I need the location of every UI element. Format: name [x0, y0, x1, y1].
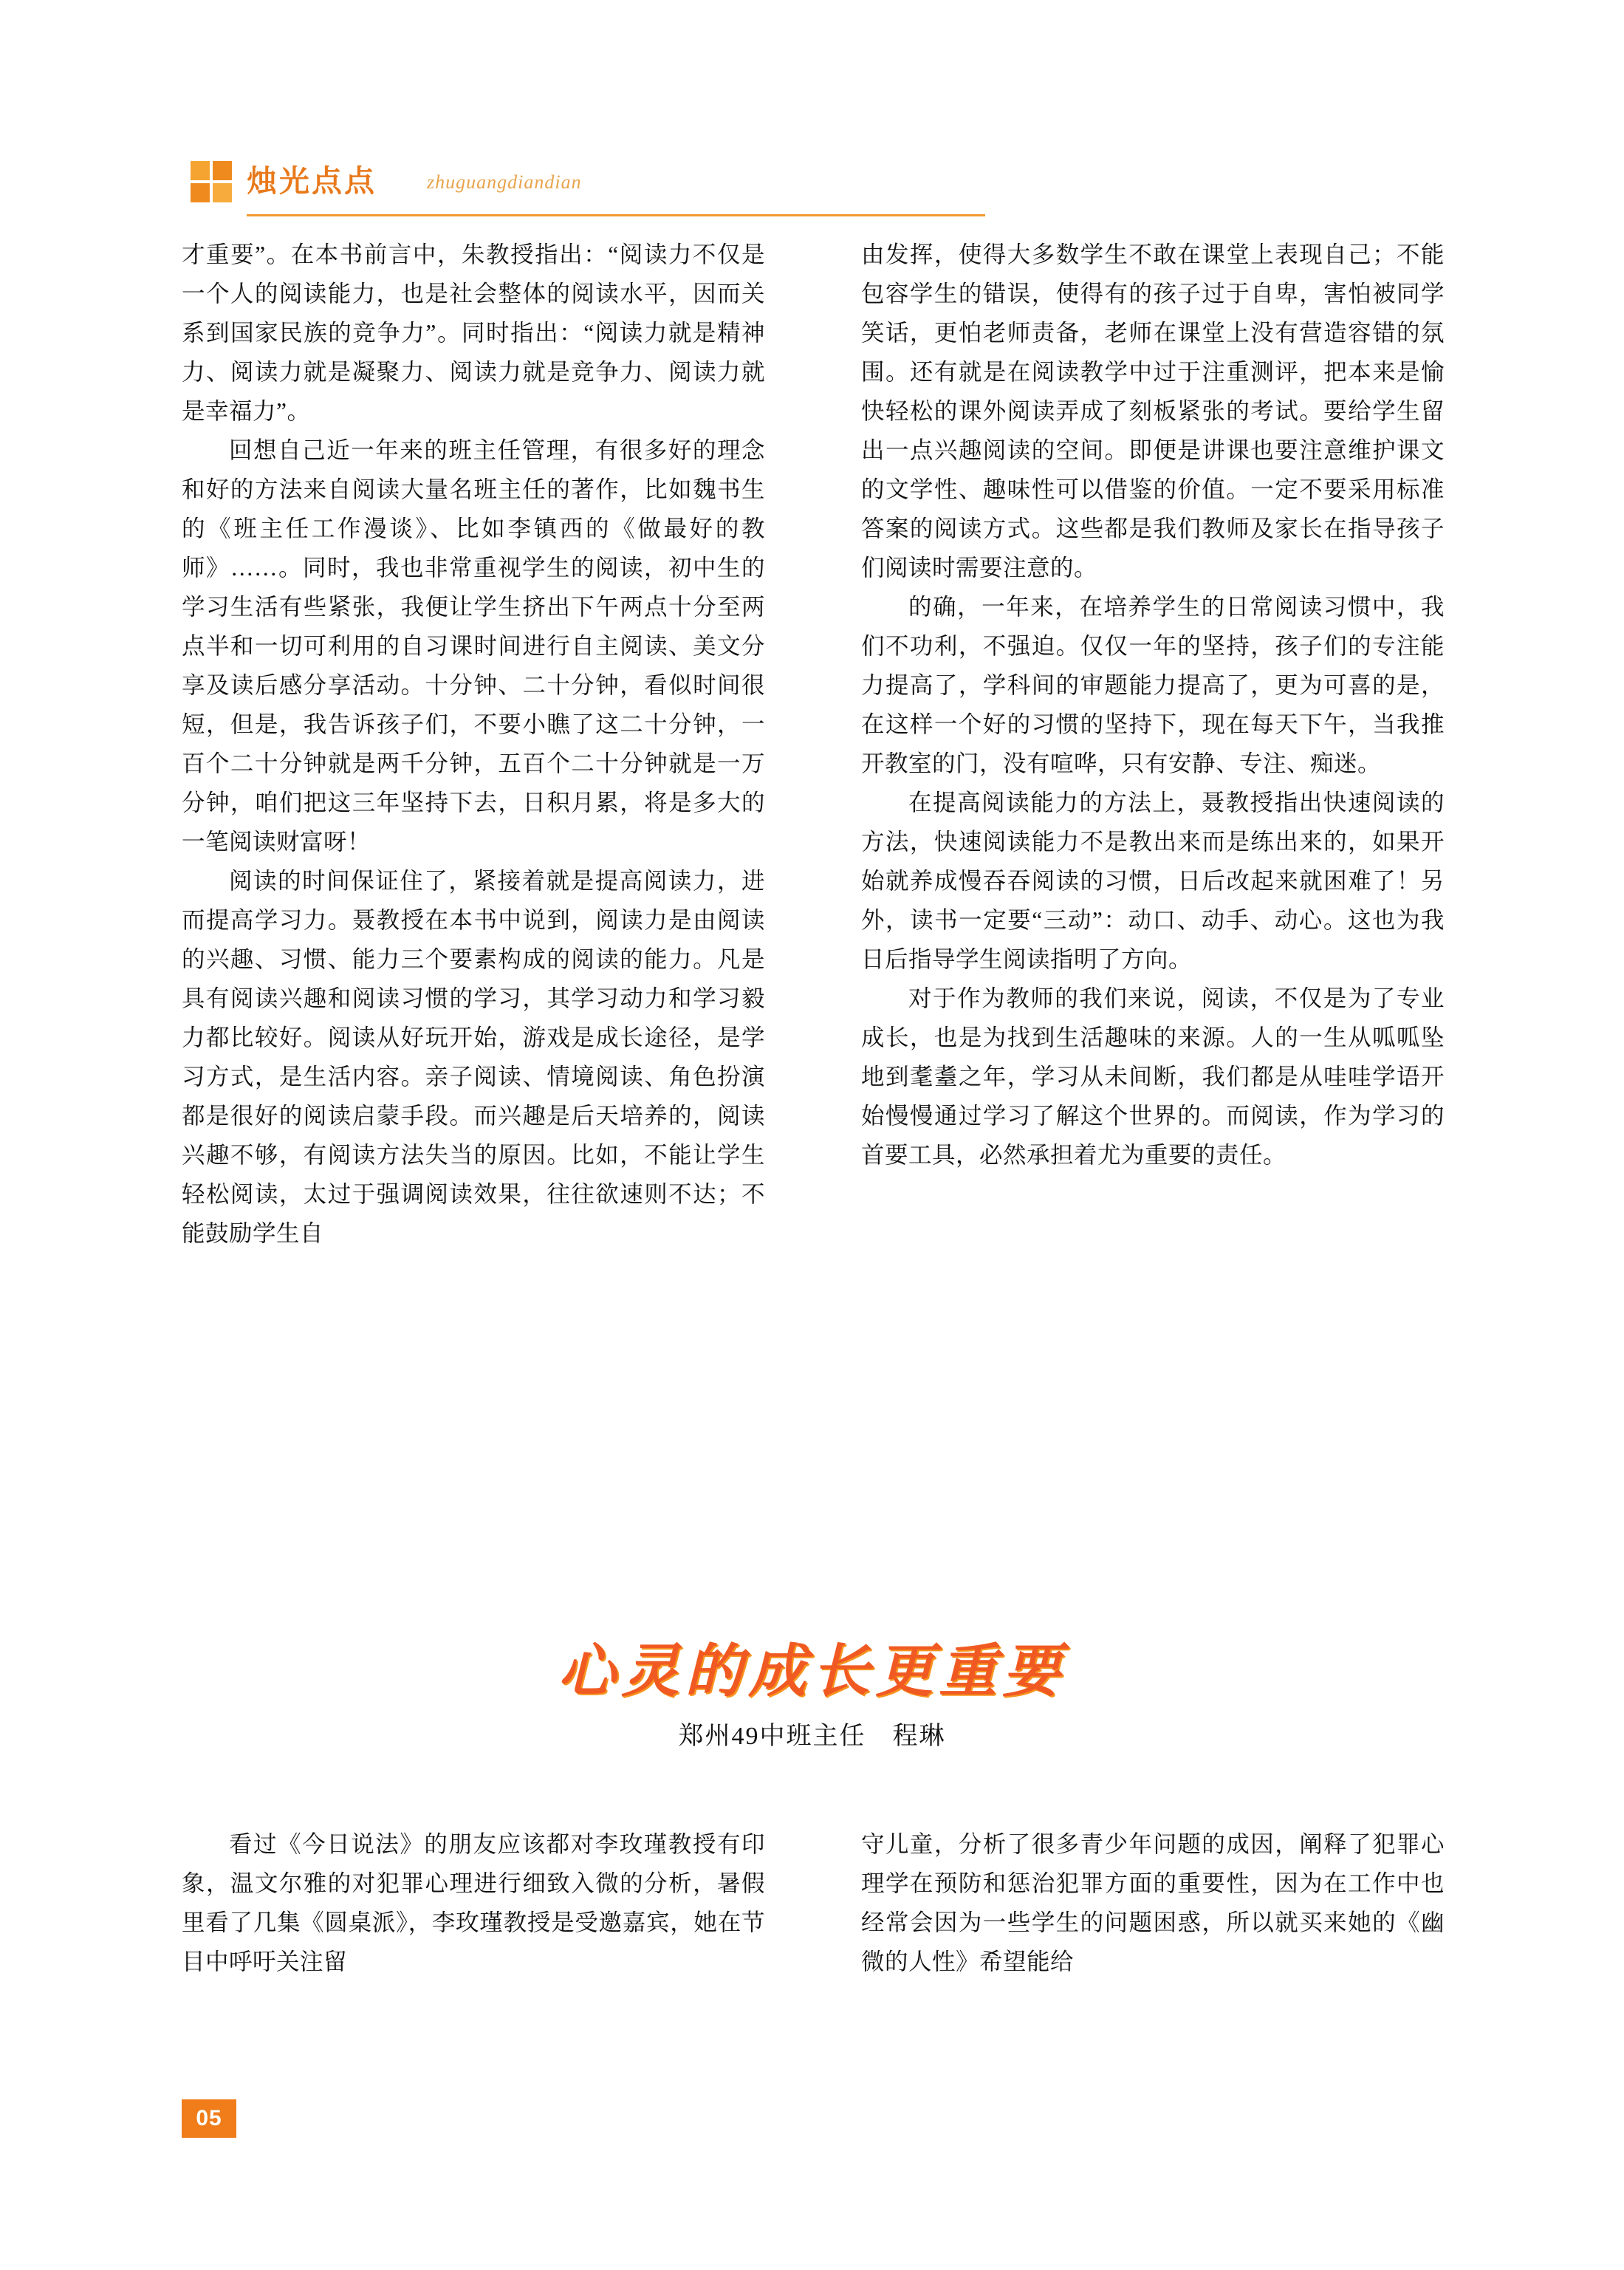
- logo-squares-icon: [191, 161, 233, 204]
- article-two-title: [0, 1625, 1624, 1708]
- paragraph: 在提高阅读能力的方法上，聂教授指出快速阅读的方法，快速阅读能力不是教出来而是练出来的，如果开始就养成慢吞吞阅读的习惯，日后改起来就困难了！另外，读书一定要“三动”：动口、动手、动心。这也为我日后指导学生阅读指明了方向。: [861, 790, 1445, 972]
- page-number-badge: 05: [182, 2099, 236, 2138]
- paragraph: 回想自己近一年来的班主任管理，有很多好的理念和好的方法来自阅读大量名班主任的著作，比如魏书生的《班主任工作漫谈》、比如李镇西的《做最好的教师》……。同时，我也非常重视学生的阅读，初中生的学习生活有些紧张，我便让学生挤出下午两点十分至两点半和一切可利用的自习课时间进行自主阅读、美文分享及读后感分享活动。十分钟、二十分钟，看似时间很短，但是，我告诉孩子们，不要小瞧了这二十分钟，一百个二十分钟就是两千分钟，五百个二十分钟就是一万分钟，咱们把这三年坚持下去，日积月累，将是多大的一笔阅读财富呀！: [182, 437, 765, 855]
- paragraph: 对于作为教师的我们来说，阅读，不仅是为了专业成长，也是为找到生活趣味的来源。人的一生从呱呱坠地到耄耋之年，学习从未间断，我们都是从哇哇学语开始慢慢通过学习了解这个世界的。而阅读，作为学习的首要工具，必然承担着尤为重要的责任。: [861, 985, 1445, 1168]
- article-two-body: [182, 1825, 1445, 1981]
- page-header: [191, 145, 1431, 216]
- article-two-right-column: [861, 1825, 1445, 1981]
- article-two-title-text: 心灵的成长更重要: [558, 1638, 1066, 1703]
- paragraph: 由发挥，使得大多数学生不敢在课堂上表现自己；不能包容学生的错误，使得有的孩子过于自卑，害怕被同学笑话，更怕老师责备，老师在课堂上没有营造容错的氛围。还有就是在阅读教学中过于注重测评，把本来是愉快轻松的课外阅读弄成了刻板紧张的考试。要给学生留出一点兴趣阅读的空间。即便是讲课也要注意维护课文的文学性、趣味性可以借鉴的价值。一定不要采用标准答案的阅读方式。这些都是我们教师及家长在指导孩子们阅读时需要注意的。: [861, 242, 1445, 581]
- article-two-byline: 郑州49中班主任 程琳: [678, 1723, 946, 1750]
- header-divider: [247, 214, 985, 216]
- article-two-left-column: [182, 1825, 765, 1981]
- header-title-cn: 烛光点点: [247, 164, 377, 198]
- paragraph: 守儿童，分析了很多青少年问题的成因，阐释了犯罪心理学在预防和惩治犯罪方面的重要性，因为在工作中也经常会因为一些学生的问题困惑，所以就买来她的《幽微的人性》希望能给: [861, 1831, 1445, 1975]
- article-one-left-column: [182, 235, 765, 1253]
- paragraph: 的确，一年来，在培养学生的日常阅读习惯中，我们不功利，不强迫。仅仅一年的坚持，孩子们的专注能力提高了，学科间的审题能力提高了，更为可喜的是，在这样一个好的习惯的坚持下，现在每天下午，当我推开教室的门，没有喧哗，只有安静、专注、痴迷。: [861, 594, 1445, 776]
- paragraph: 看过《今日说法》的朋友应该都对李玫瑾教授有印象，温文尔雅的对犯罪心理进行细致入微的分析，暑假里看了几集《圆桌派》，李玫瑾教授是受邀嘉宾，她在节目中呼吁关注留: [182, 1831, 765, 1975]
- article-one-body: [182, 235, 1445, 1253]
- header-title-pinyin: zhuguangdiandian: [427, 171, 582, 193]
- paragraph: 才重要”。在本书前言中，朱教授指出：“阅读力不仅是一个人的阅读能力，也是社会整体的阅读水平，因而关系到国家民族的竞争力”。同时指出：“阅读力就是精神力、阅读力就是凝聚力、阅读力就是竞争力、阅读力就是幸福力”。: [182, 242, 765, 424]
- article-one-right-column: [861, 235, 1445, 1175]
- paragraph: 阅读的时间保证住了，紧接着就是提高阅读力，进而提高学习力。聂教授在本书中说到，阅读力是由阅读的兴趣、习惯、能力三个要素构成的阅读的能力。凡是具有阅读兴趣和阅读习惯的学习，其学习动力和学习毅力都比较好。阅读从好玩开始，游戏是成长途径，是学习方式，是生活内容。亲子阅读、情境阅读、角色扮演都是很好的阅读启蒙手段。而兴趣是后天培养的，阅读兴趣不够，有阅读方法失当的原因。比如，不能让学生轻松阅读，太过于强调阅读效果，往往欲速则不达；不能鼓励学生自: [182, 868, 765, 1246]
